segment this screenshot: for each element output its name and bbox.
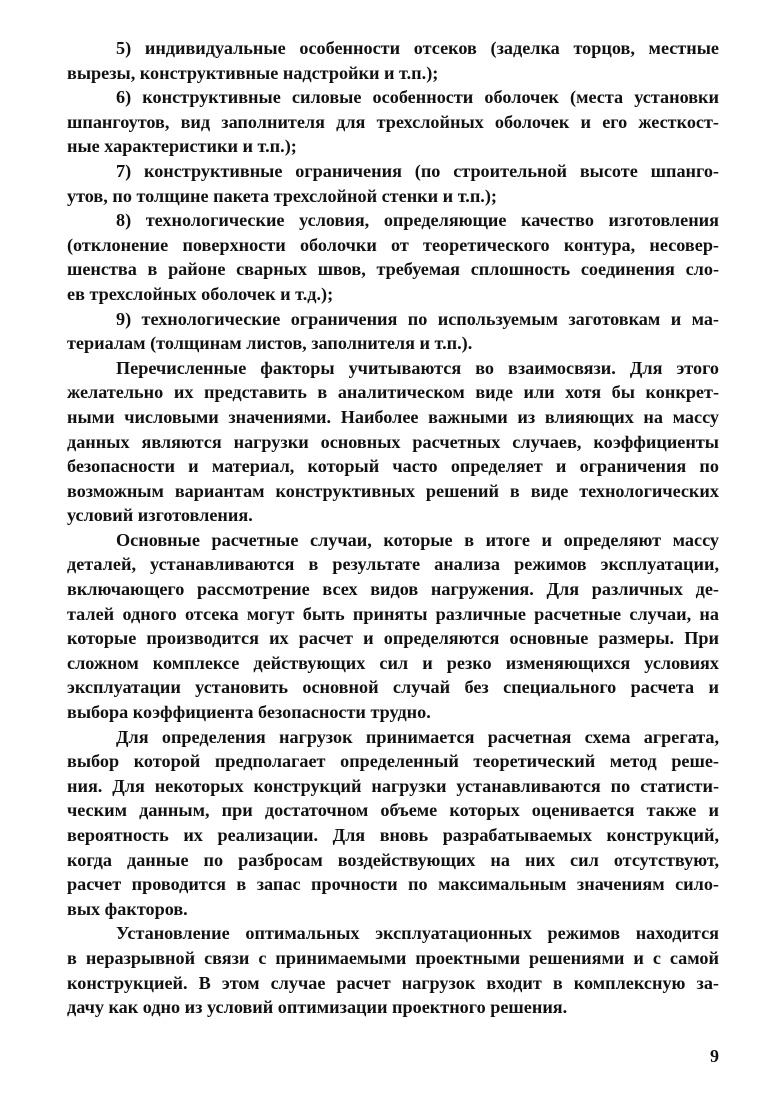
page-number: 9: [710, 1046, 719, 1066]
paragraph-design-cases: [67, 528, 719, 725]
paragraph-item-5: [67, 36, 719, 85]
text-line: 9) технологические ограничения по используемым заготовкам и ма-: [116, 308, 719, 329]
text-line: безопасности и материал, который часто определяет и ограничения по: [67, 456, 719, 477]
text-line: 6) конструктивные силовые особенности оболочек (места установки: [116, 87, 719, 108]
body-text: [67, 36, 719, 1020]
paragraph-item-6: [67, 85, 719, 159]
text-line: ния. Для некоторых конструкций нагрузки устанавливаются по статисти-: [67, 775, 719, 796]
paragraph-item-8: [67, 208, 719, 306]
text-line: талей одного отсека могут быть приняты различные расчетные случаи, на: [67, 603, 719, 624]
text-line: эксплуатации установить основной случай без специального расчета и: [67, 677, 719, 698]
text-line: утов, по толщине пакета трехслойной стенки и т.п.);: [67, 185, 497, 206]
text-line: выбора коэффициента безопасности трудно.: [67, 702, 431, 723]
text-line: (отклонение поверхности оболочки от теоретического контура, несовер-: [67, 234, 719, 255]
text-line: вых факторов.: [67, 898, 188, 919]
text-line: возможным вариантам конструктивных решений в виде технологических: [67, 480, 719, 501]
text-line: расчет проводится в запас прочности по максимальным значениям сило-: [67, 874, 719, 895]
text-line: выбор которой предполагает определенный теоретический метод реше-: [67, 751, 719, 772]
text-line: вероятность их реализации. Для вновь разрабатываемых конструкций,: [67, 825, 719, 845]
paragraph-item-7: [67, 159, 719, 208]
text-line: ными числовыми значениями. Наиболее важными из влияющих на массу: [67, 406, 719, 427]
paragraph-loads: [67, 725, 719, 922]
text-line: когда данные по разбросам воздействующих на них сил отсутствуют,: [67, 849, 719, 870]
text-line: деталей, устанавливаются в результате анализа режимов эксплуатации,: [67, 554, 719, 575]
text-line: 8) технологические условия, определяющие качество изготовления: [116, 210, 719, 231]
text-line: конструкцией. В этом случае расчет нагрузок входит в комплексную за-: [67, 972, 719, 993]
paragraph-factors: [67, 356, 719, 528]
text-line: данных являются нагрузки основных расчетных случаев, коэффициенты: [67, 431, 719, 452]
text-line: 5) индивидуальные особенности отсеков (заделка торцов, местные: [116, 38, 719, 58]
text-line: териалам (толщинам листов, заполнителя и т.п.).: [67, 333, 473, 354]
text-line: Основные расчетные случаи, которые в итоге и определяют массу: [116, 529, 719, 550]
text-line: ев трехслойных оболочек и т.д.);: [67, 283, 334, 304]
text-line: шпангоутов, вид заполнителя для трехслойных оболочек и его жесткост-: [67, 111, 719, 132]
text-line: дачу как одно из условий оптимизации проектного решения.: [67, 997, 568, 1018]
text-line: ческим данным, при достаточном объеме которых оценивается также и: [67, 800, 719, 821]
text-line: включающего рассмотрение всех видов нагружения. Для различных де-: [67, 579, 719, 600]
text-line: Установление оптимальных эксплуатационных режимов находится: [116, 923, 719, 944]
text-line: которые производится их расчет и определяются основные размеры. При: [67, 628, 719, 649]
paragraph-optimal-modes: [67, 921, 719, 1019]
text-line: Для определения нагрузок принимается расчетная схема агрегата,: [116, 726, 719, 747]
text-line: вырезы, конструктивные надстройки и т.п.);: [67, 62, 439, 83]
text-line: шенства в районе сварных швов, требуемая сплошность соединения сло-: [67, 259, 719, 280]
paragraph-item-9: [67, 307, 719, 356]
text-line: желательно их представить в аналитическом виде или хотя бы конкрет-: [67, 382, 719, 403]
text-line: в неразрывной связи с принимаемыми проектными решениями и с самой: [67, 947, 719, 968]
text-line: 7) конструктивные ограничения (по строительной высоте шпанго-: [116, 160, 719, 181]
text-line: условий изготовления.: [67, 505, 253, 526]
text-line: сложном комплексе действующих сил и резко изменяющихся условиях: [67, 652, 719, 673]
text-line: Перечисленные факторы учитываются во взаимосвязи. Для этого: [116, 357, 719, 378]
text-line: ные характеристики и т.п.);: [67, 136, 297, 157]
